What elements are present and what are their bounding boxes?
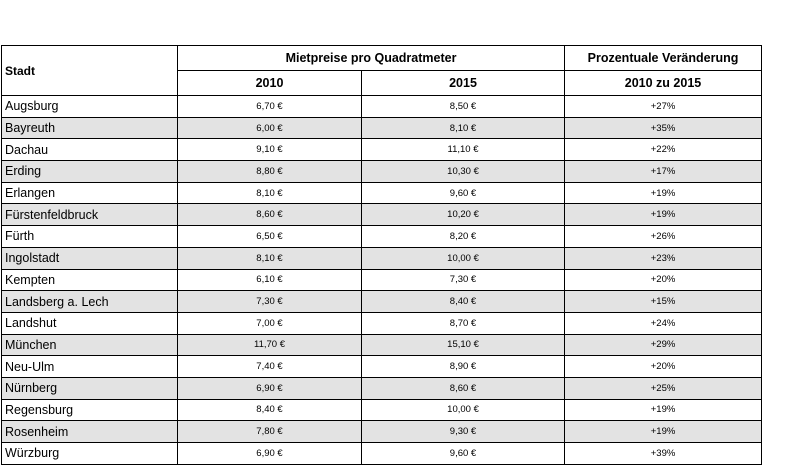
rent-price-table-container [1,45,762,465]
price-2010-cell: 6,00 € [178,117,362,139]
price-2015-cell: 9,30 € [362,421,565,443]
city-cell: Neu-Ulm [2,356,178,378]
price-2010-cell: 7,00 € [178,312,362,334]
percent-change-cell: +25% [565,377,762,399]
table-row [2,356,762,378]
city-cell: Landsberg a. Lech [2,291,178,313]
table-row [2,96,762,118]
price-2015-cell: 10,30 € [362,161,565,183]
price-2010-cell: 8,10 € [178,247,362,269]
city-cell: Augsburg [2,96,178,118]
percent-change-cell: +20% [565,269,762,291]
table-row [2,117,762,139]
percent-change-cell: +22% [565,139,762,161]
table-row [2,226,762,248]
table-row [2,139,762,161]
percent-change-cell: +15% [565,291,762,313]
table-body [2,96,762,465]
table-row [2,334,762,356]
price-2010-cell: 6,90 € [178,443,362,465]
percent-change-cell: +17% [565,161,762,183]
city-cell: Rosenheim [2,421,178,443]
percent-change-cell: +19% [565,399,762,421]
price-2015-cell: 10,00 € [362,247,565,269]
percent-change-cell: +19% [565,204,762,226]
table-row [2,377,762,399]
price-2010-cell: 6,90 € [178,377,362,399]
table-row [2,247,762,269]
column-header-city: Stadt [2,46,178,96]
price-2015-cell: 8,40 € [362,291,565,313]
percent-change-cell: +24% [565,312,762,334]
price-2010-cell: 9,10 € [178,139,362,161]
price-2015-cell: 8,70 € [362,312,565,334]
city-cell: Ingolstadt [2,247,178,269]
city-cell: Fürth [2,226,178,248]
percent-change-cell: +39% [565,443,762,465]
table-row [2,161,762,183]
price-2015-cell: 7,30 € [362,269,565,291]
table-row [2,421,762,443]
price-2015-cell: 9,60 € [362,443,565,465]
percent-change-cell: +20% [565,356,762,378]
table-row [2,443,762,465]
price-2015-cell: 10,00 € [362,399,565,421]
price-2010-cell: 6,10 € [178,269,362,291]
price-2010-cell: 6,70 € [178,96,362,118]
city-cell: Würzburg [2,443,178,465]
city-cell: Nürnberg [2,377,178,399]
column-group-percent-change: Prozentuale Veränderung [565,46,762,71]
price-2015-cell: 10,20 € [362,204,565,226]
header-row-top [2,46,762,71]
price-2015-cell: 8,10 € [362,117,565,139]
rent-price-table [1,45,762,465]
price-2010-cell: 7,30 € [178,291,362,313]
percent-change-cell: +19% [565,182,762,204]
percent-change-cell: +35% [565,117,762,139]
column-group-rent-prices: Mietpreise pro Quadratmeter [178,46,565,71]
price-2010-cell: 7,40 € [178,356,362,378]
city-cell: München [2,334,178,356]
city-cell: Fürstenfeldbruck [2,204,178,226]
table-row [2,182,762,204]
table-row [2,269,762,291]
column-header-2010: 2010 [178,71,362,96]
price-2015-cell: 15,10 € [362,334,565,356]
price-2010-cell: 8,60 € [178,204,362,226]
percent-change-cell: +26% [565,226,762,248]
city-cell: Landshut [2,312,178,334]
price-2010-cell: 6,50 € [178,226,362,248]
price-2010-cell: 8,40 € [178,399,362,421]
price-2010-cell: 8,10 € [178,182,362,204]
price-2010-cell: 7,80 € [178,421,362,443]
city-cell: Bayreuth [2,117,178,139]
price-2015-cell: 8,90 € [362,356,565,378]
percent-change-cell: +29% [565,334,762,356]
table-row [2,291,762,313]
percent-change-cell: +27% [565,96,762,118]
city-cell: Erlangen [2,182,178,204]
table-row [2,312,762,334]
city-cell: Regensburg [2,399,178,421]
table-row [2,204,762,226]
percent-change-cell: +19% [565,421,762,443]
price-2015-cell: 8,60 € [362,377,565,399]
price-2015-cell: 8,50 € [362,96,565,118]
city-cell: Dachau [2,139,178,161]
price-2010-cell: 11,70 € [178,334,362,356]
city-cell: Kempten [2,269,178,291]
price-2010-cell: 8,80 € [178,161,362,183]
percent-change-cell: +23% [565,247,762,269]
column-header-2015: 2015 [362,71,565,96]
price-2015-cell: 11,10 € [362,139,565,161]
price-2015-cell: 8,20 € [362,226,565,248]
city-cell: Erding [2,161,178,183]
column-header-change-range: 2010 zu 2015 [565,71,762,96]
table-header [2,46,762,96]
price-2015-cell: 9,60 € [362,182,565,204]
table-row [2,399,762,421]
